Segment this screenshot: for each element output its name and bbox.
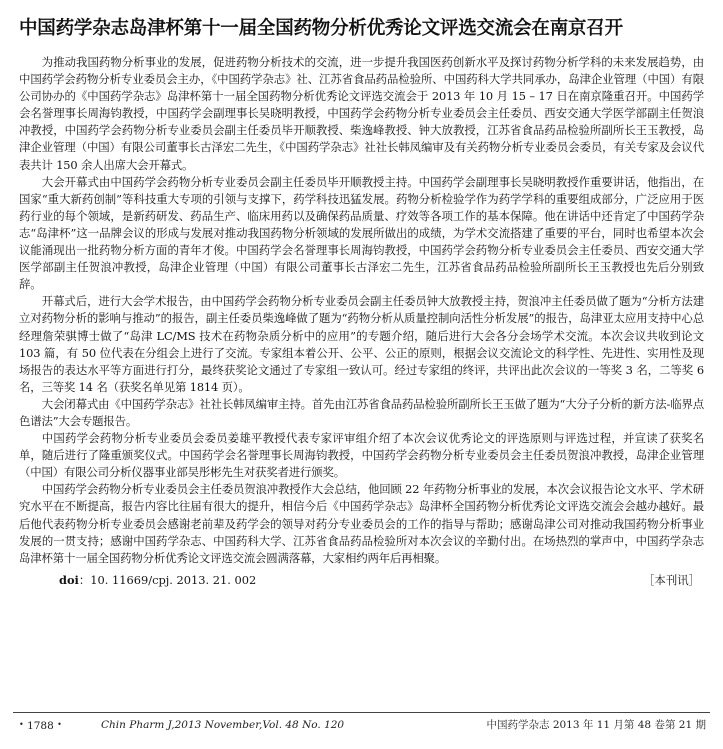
paragraph-6: 中国药学会药物分析专业委员会主任委员贺浪冲教授作大会总结，他回顾 22 年药物分析事业的发展，本次会议报告论文水平、学术研究水平在不断提高，报告内容比往届有很大的提升，相信今后《中国药学杂志》岛津杯全国药物分析优秀论文评选交流会会越办越好。最后他代表药物分析专业委员会感谢老前辈及药学会的领导对药分专业委员会的工作的指导与帮助；感谢岛津公司对推动我国药物分析事业发展的一贯支持；感谢中国药学杂志、中国药科大学、江苏省食品药品检验所对本次会议的辛勤付出。在场热烈的掌声中，中国药学杂志岛津杯第十一届全国药物分析优秀论文评选交流会圆满落幕，大家相约两年后再相聚。 xyxy=(19,482,704,565)
doi-label: doi xyxy=(59,572,79,587)
paragraph-1: 为推动我国药物分析事业的发展，促进药物分析技术的交流，进一步提升我国医药创新水平及探讨药物分析学科的未来发展趋势，由中国药学会药物分析专业委员会主办，《中国药学杂志》社、江苏省食品药品检验所、中国药科大学共同承办，岛津企业管理（中国）有限公司协办的《中国药学杂志》岛津杯第十一届全国药物分析优秀论文评选交流会于 2013 年 10 月 15 – 17 日在南京隆重召开。中国药学会名誉理事长周海钧教授，中国药学会副理事长吴晓明教授，中国药学会药物分析专业委员会主任委员、西安交通大学医学部副主任贺浪冲教授，中国药学会药物分析专业委员会副主任委员毕开顺教授、柴逸峰教授、钟大放教授，江苏省食品药品检验所副所长王玉教授，岛津企业管理（中国）有限公司董事长古泽宏二先生，《中国药学杂志》社社长韩凤编审及有关药物分析专业委员会委员，有关专家及会议代表共计 150 余人出席大会开幕式。 xyxy=(19,55,704,172)
article-body xyxy=(13,54,710,591)
news-credit: ［本刊讯］ xyxy=(643,572,700,587)
article-title: 中国药学杂志岛津杯第十一届全国药物分析优秀论文评选交流会在南京召开 xyxy=(19,18,623,39)
footer-rule xyxy=(13,712,710,713)
paragraph-2: 大会开幕式由中国药学会药物分析专业委员会副主任委员毕开顺教授主持。中国药学会副理事长吴晓明教授作重要讲话，他指出，在国家“重大新药创制”等科技重大专项的引领与支撑下，药学科技迅猛发展。药物分析检验学作为药学学科的重要组成部分，广泛应用于医药行业的每个领域，是新药研发、药品生产、临床用药以及确保药品质量、疗效等各项工作的基本保障。他在讲话中还肯定了中国药学杂志“岛津杯”这一品牌会议的形成与发展对推动我国药物分析领域的发展所做出的成绩，为学术交流搭建了重要的平台，同时也希望本次会议能涌现出一批药物分析方面的青年才俊。中国药学会名誉理事长周海钧教授，中国药学会药物分析专业委员会主任委员、西安交通大学医学部副主任贺浪冲教授，岛津企业管理（中国）有限公司董事长古泽宏二先生，江苏省食品药品检验所副所长王玉教授也先后分别致辞。 xyxy=(19,174,704,292)
page-number-text: 1788 xyxy=(27,720,54,732)
doi-line xyxy=(59,572,256,589)
journal-citation-cn: 中国药学杂志 2013 年 11 月第 48 卷第 21 期 xyxy=(486,719,706,731)
journal-citation-en: Chin Pharm J,2013 November,Vol. 48 No. 120 xyxy=(101,719,345,731)
doi-value: ：10. 11669/cpj. 2013. 21. 002 xyxy=(78,572,257,587)
paragraph-4: 大会闭幕式由《中国药学杂志》社社长韩凤编审主持。首先由江苏省食品药品检验所副所长王玉做了题为“大分子分析的新方法-临界点色谱法”大会专题报告。 xyxy=(19,396,704,428)
page-footer xyxy=(13,712,710,738)
article-meta xyxy=(19,571,704,591)
paragraph-3: 开幕式后，进行大会学术报告，由中国药学会药物分析专业委员会副主任委员钟大放教授主持，贺浪冲主任委员做了题为“分析方法建立对药物分析的影响与推动”的报告，副主任委员柴逸峰做了题为“药物分析从质量控制向活性分析发展”的报告，岛津亚太应用支持中心总经理詹荣骐博士做了“岛津 LC/MS 技术在药物杂质分析中的应用”的专题介绍，随后进行大会各分会场学术交流。本次会议共收到论文 103 篇，有 50 位代表在分组会上进行了交流。专家组本着公开、公平、公正的原则，根据会议交流论文的科学性、先进性、实用性及现场报告的表达水平等方面进行打分，最终获奖论文通过了专家组一致认可。经过专家组的终评，共评出此次会议的一等奖 3 名，二等奖 6 名，三等奖 14 名（获奖名单见第 1814 页）。 xyxy=(19,294,704,394)
bullet-icon: • xyxy=(19,720,24,729)
page-number xyxy=(19,717,62,734)
bullet-icon: • xyxy=(57,720,62,729)
paragraph-5: 中国药学会药物分析专业委员会委员姜雄平教授代表专家评审组介绍了本次会议优秀论文的评选原则与评选过程，并宣读了获奖名单，随后进行了隆重颁奖仪式。中国药学会名誉理事长周海钧教授，中国药学会药物分析专业委员会主任委员贺浪冲教授，岛津企业管理（中国）有限公司分析仪器事业部吴彤彬先生对获奖者进行颁奖。 xyxy=(19,431,704,480)
